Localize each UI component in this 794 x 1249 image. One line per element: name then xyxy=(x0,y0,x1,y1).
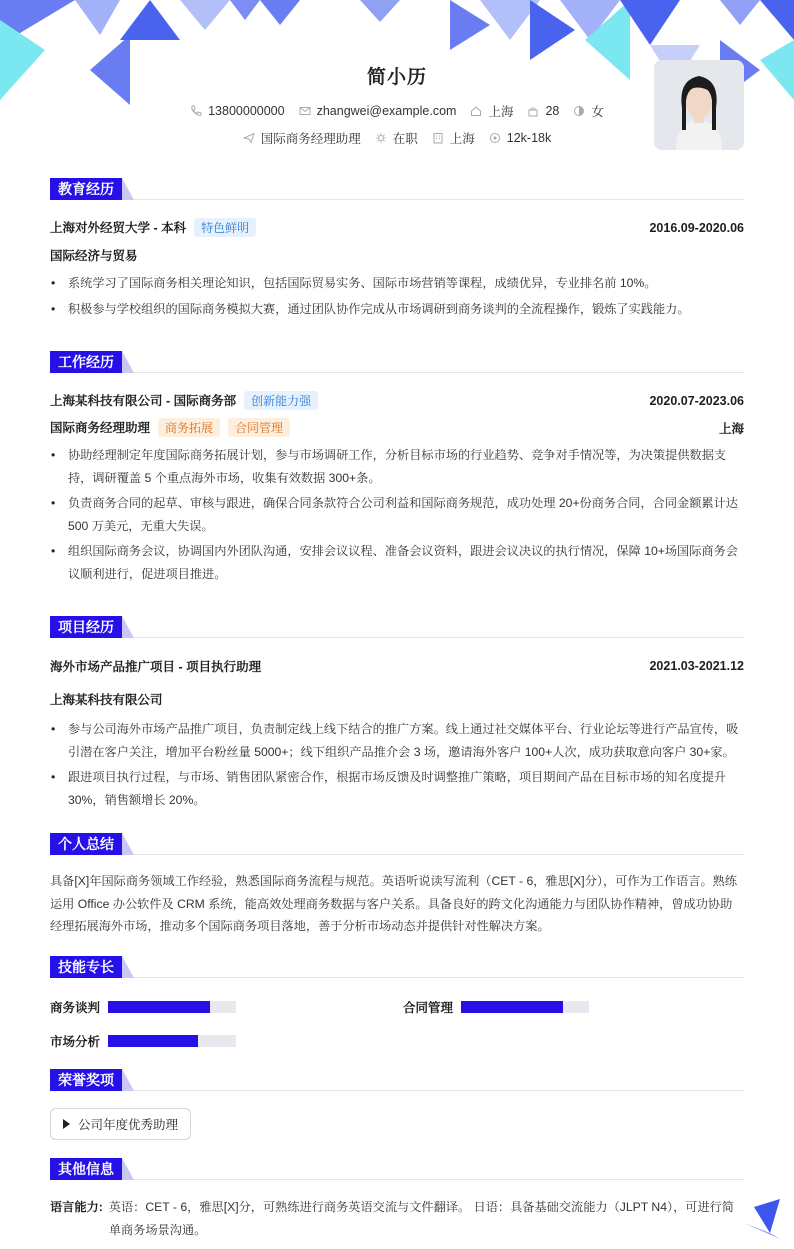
section-header xyxy=(50,616,744,638)
skill-bar xyxy=(108,1035,236,1047)
skill-fill xyxy=(108,1001,210,1013)
status-icon xyxy=(375,132,387,144)
list-item: • 跟进项目执行过程，与市场、销售团队紧密合作，根据市场反馈及时调整推广策略，项目期间产品在目标市场的知名度提升 30%，销售额增长 20%。 xyxy=(50,766,744,811)
section-title: 荣誉奖项 xyxy=(50,1069,122,1091)
section-header xyxy=(50,1069,744,1091)
candidate-name: 简小历 xyxy=(366,67,427,88)
school-name: 上海对外经贸大学 - 本科 xyxy=(50,221,187,235)
project-period: 2021.03-2021.12 xyxy=(649,659,744,673)
section-title: 项目经历 xyxy=(50,616,122,638)
phone-item xyxy=(190,104,284,118)
language-label: 语言能力: xyxy=(50,1200,103,1214)
skill-name: 市场分析 xyxy=(50,1035,101,1049)
section-title: 教育经历 xyxy=(50,178,122,200)
city-item xyxy=(470,102,513,120)
profile-photo xyxy=(654,60,744,150)
building-icon xyxy=(432,132,444,144)
skill-bar xyxy=(461,1001,589,1013)
list-item: • 积极参与学校组织的国际商务模拟大赛，通过团队协作完成从市场调研到商务谈判的全流程操作，锻炼了实践能力。 xyxy=(50,298,744,321)
home-icon xyxy=(470,105,482,117)
send-icon xyxy=(243,132,255,144)
list-item: • 组织国际商务会议，协调国内外团队沟通，安排会议议程、准备会议资料，跟进会议决议的执行情况，保障 10+场国际商务会议顺利进行，促进项目推进。 xyxy=(50,540,744,585)
education-bullets xyxy=(50,272,744,320)
email-text: zhangwei@example.com xyxy=(316,104,457,118)
section-title: 工作经历 xyxy=(50,351,122,373)
skill-item xyxy=(403,998,589,1016)
work-period: 2020.07-2023.06 xyxy=(649,393,744,408)
section-header xyxy=(50,351,744,373)
award-item[interactable] xyxy=(50,1108,191,1140)
section-header xyxy=(50,178,744,200)
education-header-row xyxy=(50,218,744,237)
summary-section xyxy=(50,833,744,938)
corner-decoration xyxy=(744,1199,780,1239)
job-target-text: 国际商务经理助理 xyxy=(260,132,361,146)
school-tag: 特色鲜明 xyxy=(194,218,256,237)
resume-header xyxy=(0,0,794,160)
phone-text: 13800000000 xyxy=(208,104,285,118)
work-bullets xyxy=(50,444,744,585)
major-row xyxy=(50,246,744,264)
skill-name: 合同管理 xyxy=(403,1001,454,1015)
list-item: • 参与公司海外市场产品推广项目，负责制定线上线下结合的推广方案。线上通过社交媒体平台、行业论坛等进行产品宣传，吸引潜在客户关注，增加平台粉丝量 5000+；线下组织产品推介会 3 场，邀请海外客户 100+人次，成功获取意向客户 30+家。 xyxy=(50,718,744,763)
company-name: 上海某科技有限公司 - 国际商务部 xyxy=(50,394,237,408)
skill-item xyxy=(50,998,236,1016)
education-section xyxy=(50,178,744,320)
position-tag: 合同管理 xyxy=(228,418,290,437)
skill-name: 商务谈判 xyxy=(50,1001,101,1015)
list-item: • 系统学习了国际商务相关理论知识，包括国际贸易实务、国际市场营销等课程，成绩优异，专业排名前 10%。 xyxy=(50,272,744,295)
work-location: 上海 xyxy=(718,421,744,436)
other-section xyxy=(50,1158,744,1241)
age-icon xyxy=(527,105,539,117)
major-name: 国际经济与贸易 xyxy=(50,249,138,263)
phone-icon xyxy=(190,105,202,117)
section-header xyxy=(50,833,744,855)
money-icon xyxy=(489,132,501,144)
skill-bar xyxy=(108,1001,236,1013)
target-city-item xyxy=(432,129,475,147)
work-header-row xyxy=(50,391,744,410)
list-item: • 协助经理制定年度国际商务拓展计划，参与市场调研工作，分析目标市场的行业趋势、竞争对手情况等，为决策提供数据支持，调研覆盖 5 个重点海外市场，收集有效数据 300+条。 xyxy=(50,444,744,489)
project-bullets xyxy=(50,718,744,811)
gender-icon xyxy=(573,105,585,117)
awards-section xyxy=(50,1069,744,1144)
salary-text: 12k-18k xyxy=(506,131,552,145)
language-row xyxy=(50,1196,744,1241)
language-text: 英语：CET - 6，雅思[X]分，可熟练进行商务英语交流与文件翻译。 日语：具备基础交流能力（JLPT N4），可进行简单商务场景沟通。 xyxy=(108,1200,735,1237)
age-text: 28 xyxy=(545,104,560,118)
gender-item xyxy=(573,102,604,120)
caret-right-icon xyxy=(63,1119,70,1129)
gender-text: 女 xyxy=(591,105,604,119)
skill-item xyxy=(50,1032,236,1050)
mail-icon xyxy=(299,105,311,117)
city-text: 上海 xyxy=(488,105,514,119)
section-header xyxy=(50,1158,744,1180)
skills-section xyxy=(50,956,744,1056)
project-company-row xyxy=(50,690,744,708)
position-row xyxy=(50,418,744,437)
salary-item xyxy=(489,131,551,145)
position-tag: 商务拓展 xyxy=(158,418,220,437)
skill-fill xyxy=(461,1001,563,1013)
section-header xyxy=(50,956,744,978)
section-title: 技能专长 xyxy=(50,956,122,978)
target-city-text: 上海 xyxy=(449,132,475,146)
summary-text: 具备[X]年国际商务领域工作经验，熟悉国际商务流程与规范。英语听说读写流利（CET - 6，雅思[X]分），可作为工作语言。熟练运用 Office 办公软件及 CRM 系统，能高效处理商务数据与客户关系。具备良好的跨文化沟通能力与团队协作精神，曾成功协助经理拓展海外市场，推动多个国际商务项目落地，善于分析市场动态并提供针对性解决方案。 xyxy=(50,874,738,933)
award-name: 公司年度优秀助理 xyxy=(78,1118,179,1132)
list-item: • 负责商务合同的起草、审核与跟进，确保合同条款符合公司利益和国际商务规范，成功处理 20+份商务合同，合同金额累计达 500 万美元，无重大失误。 xyxy=(50,492,744,537)
section-title: 个人总结 xyxy=(50,833,122,855)
section-title: 其他信息 xyxy=(50,1158,122,1180)
project-header-row xyxy=(50,657,744,675)
age-item xyxy=(527,104,559,118)
status-item xyxy=(375,129,418,147)
skill-fill xyxy=(108,1035,198,1047)
status-text: 在职 xyxy=(392,132,418,146)
position-name: 国际商务经理助理 xyxy=(50,421,151,435)
project-name: 海外市场产品推广项目 - 项目执行助理 xyxy=(50,660,262,674)
work-section xyxy=(50,351,744,585)
education-period: 2016.09-2020.06 xyxy=(649,220,744,235)
project-company: 上海某科技有限公司 xyxy=(50,693,163,707)
company-tag: 创新能力强 xyxy=(244,391,318,410)
job-target-item xyxy=(243,129,361,147)
email-item xyxy=(299,104,457,118)
project-section xyxy=(50,616,744,811)
